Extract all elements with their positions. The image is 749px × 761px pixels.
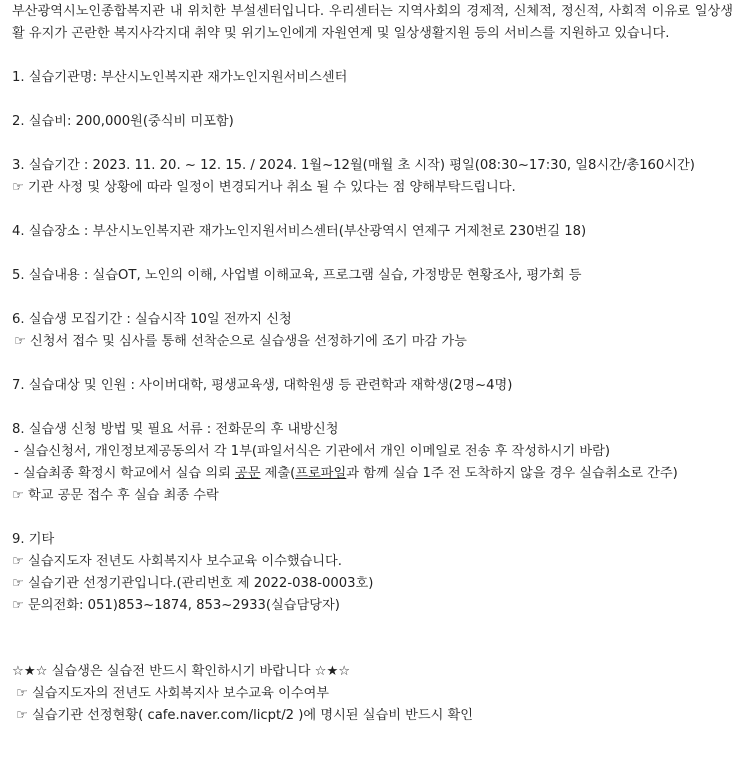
notice-title: ☆★☆ 실습생은 실습전 반드시 확인하시기 바랍니다 ☆★☆ bbox=[12, 664, 351, 679]
section-6-note: ☞ 신청서 접수 및 심사를 통해 선착순으로 실습생을 선정하기에 조기 마감 가능 bbox=[14, 334, 467, 349]
section-8-item-1: - 실습신청서, 개인정보제공동의서 각 1부(파일서식은 기관에서 개인 이메일로 전송 후 작성하시기 바람) bbox=[14, 444, 611, 459]
spacer bbox=[12, 353, 741, 375]
section-3-note: ☞ 기관 사정 및 상황에 따라 일정이 변경되거나 취소 될 수 있다는 점 양해부탁드립니다. bbox=[12, 180, 516, 195]
section-8-item-2-text-a: - 실습최종 확정시 학교에서 실습 의뢰 bbox=[14, 466, 235, 481]
spacer bbox=[12, 89, 741, 111]
section-3-period: 3. 실습기간 : 2023. 11. 20. ~ 12. 15. / 2024. 1월~12월(매월 초 시작) 평일(08:30~17:30, 일8시간/총160시간) bbox=[12, 158, 695, 173]
section-2-fee: 2. 실습비: 200,000원(중식비 미포함) bbox=[12, 114, 234, 129]
section-5-content: 5. 실습내용 : 실습OT, 노인의 이해, 사업별 이해교육, 프로그램 실습, 가정방문 현황조사, 평가회 등 bbox=[12, 268, 582, 283]
spacer bbox=[12, 243, 741, 265]
section-8-method: 8. 실습생 신청 방법 및 필요 서류 : 전화문의 후 내방신청 bbox=[12, 422, 339, 437]
section-9-note-2: ☞ 실습기관 선정기관입니다.(관리번호 제 2022-038-0003호) bbox=[12, 576, 374, 591]
official-letter-underlined: 공문 bbox=[235, 466, 261, 481]
section-7-target: 7. 실습대상 및 인원 : 사이버대학, 평생교육생, 대학원생 등 관련학과 재학생(2명~4명) bbox=[12, 378, 513, 393]
spacer bbox=[12, 397, 741, 419]
section-9-title: 9. 기타 bbox=[12, 532, 55, 547]
spacer bbox=[12, 45, 741, 67]
section-8-item-2-text-c: 제출( bbox=[260, 466, 296, 481]
notice-note-2: ☞ 실습기관 선정현황( cafe.naver.com/licpt/2 )에 명시된 실습비 반드시 확인 bbox=[16, 708, 474, 723]
section-1-institution: 1. 실습기관명: 부산시노인복지관 재가노인지원서비스센터 bbox=[12, 70, 348, 85]
profile-underlined: 프로파일 bbox=[295, 466, 347, 481]
section-6-recruit-period: 6. 실습생 모집기간 : 실습시작 10일 전까지 신청 bbox=[12, 312, 292, 327]
spacer bbox=[12, 617, 741, 661]
notice-note-1: ☞ 실습지도자의 전년도 사회복지사 보수교육 이수여부 bbox=[16, 686, 330, 701]
intro-paragraph: 부산광역시노인종합복지관 내 위치한 부설센터입니다. 우리센터는 지역사회의 경제적, 신체적, 정신적, 사회적 이유로 일상생활 유지가 곤란한 복지사각지대 취약 및 위기노인에게 자원연계 및 일상생활지원 등의 서비스를 지원하고 있습니다. bbox=[12, 4, 733, 41]
section-4-location: 4. 실습장소 : 부산시노인복지관 재가노인지원서비스센터(부산광역시 연제구 거제천로 230번길 18) bbox=[12, 224, 587, 239]
spacer bbox=[12, 133, 741, 155]
section-8-note: ☞ 학교 공문 접수 후 실습 최종 수락 bbox=[12, 488, 219, 503]
section-8-item-2-text-e: 과 함께 실습 1주 전 도착하지 않을 경우 실습취소로 간주) bbox=[346, 466, 678, 481]
section-9-note-1: ☞ 실습지도자 전년도 사회복지사 보수교육 이수했습니다. bbox=[12, 554, 342, 569]
section-9-note-3: ☞ 문의전화: 051)853~1874, 853~2933(실습담당자) bbox=[12, 598, 340, 613]
spacer bbox=[12, 199, 741, 221]
section-8-item-2 bbox=[12, 463, 741, 485]
spacer bbox=[12, 507, 741, 529]
spacer bbox=[12, 287, 741, 309]
